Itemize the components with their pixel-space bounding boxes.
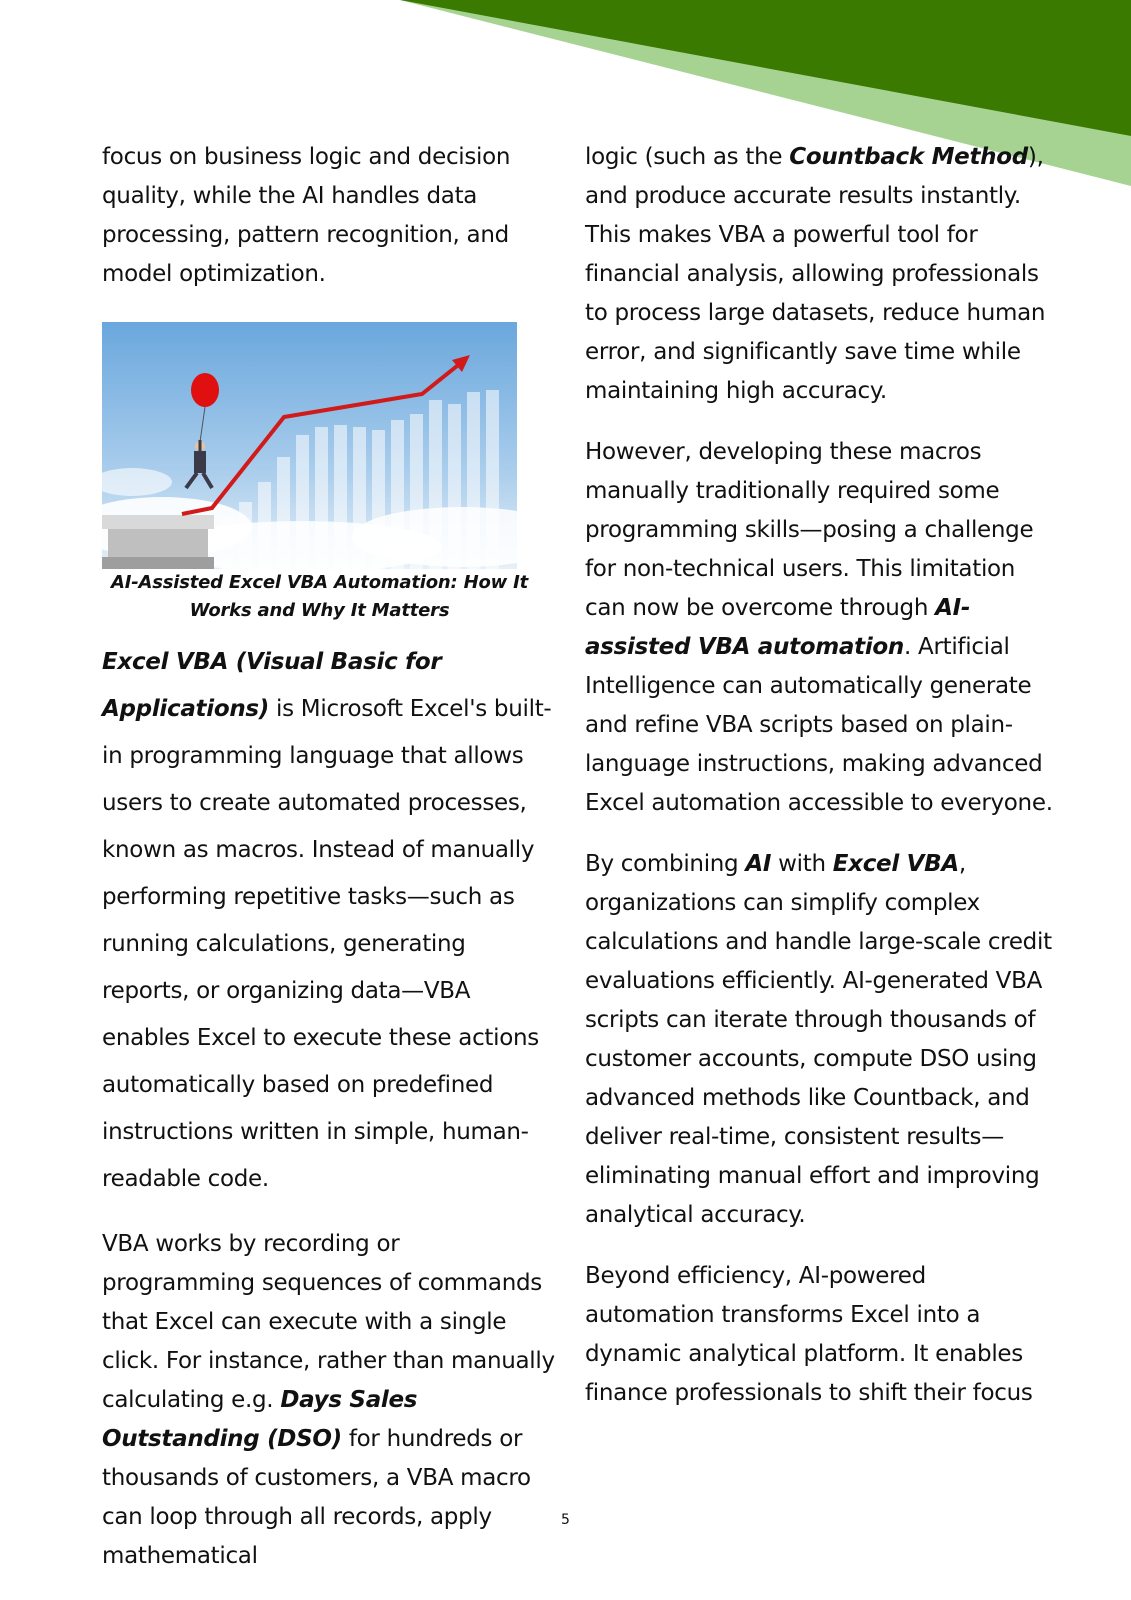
- paragraph-combining-start: By combining: [585, 851, 746, 877]
- term-countback-method: Countback Method: [789, 144, 1028, 170]
- paragraph-countback-rest: ), and produce accurate results instantly. This makes VBA a powerful tool for financial analysis, allowing professionals to process large datasets, reduce human error, and significantly save time while maintaining high accuracy.: [585, 144, 1046, 404]
- right-column: [585, 138, 1055, 1413]
- growth-chart-illustration: [102, 322, 517, 569]
- paragraph-countback-start: logic (such as the: [585, 144, 790, 170]
- paragraph-how-vba-works-start: VBA works by recording or programming sequences of commands that Excel can execute with a single click. For instance, rather than manually calculating e.g.: [102, 1231, 555, 1413]
- image-caption: AI-Assisted Excel VBA Automation: How It Works and Why It Matters: [110, 572, 529, 621]
- term-ai: AI: [745, 851, 772, 877]
- paragraph-ai-assisted: [585, 433, 1055, 823]
- paragraph-combining-rest: , organizations can simplify complex calculations and handle large-scale credit evaluations efficiently. AI-generated VBA scripts can iterate through thousands of customer accounts, compute DSO using advanced methods like Countback, and deliver real-time, consistent results—eliminating manual effort and improving analytical accuracy.: [585, 851, 1052, 1228]
- paragraph-combining-mid: with: [771, 851, 833, 877]
- paragraph-vba-definition: [102, 639, 557, 1203]
- paragraph-how-vba-works-rest: for hundreds or thousands of customers, a VBA macro can loop through all records, apply mathematical: [102, 1426, 531, 1569]
- paragraph-ai-assisted-start: However, developing these macros manually traditionally required some programming skills—posing a challenge for non-technical users. This limitation can now be overcome through: [585, 439, 1034, 621]
- page-number: 5: [561, 1512, 570, 1528]
- term-excel-vba-2: Excel VBA: [832, 851, 959, 877]
- paragraph-ai-assisted-rest: . Artificial Intelligence can automatically generate and refine VBA scripts based on plain-language instructions, making advanced Excel automation accessible to everyone.: [585, 634, 1053, 816]
- paragraph-beyond-efficiency: Beyond efficiency, AI-powered automation transforms Excel into a dynamic analytical platform. It enables finance professionals to shift their focus: [585, 1263, 1033, 1406]
- paragraph-intro-continued: focus on business logic and decision quality, while the AI handles data processing, pattern recognition, and model optimization.: [102, 144, 511, 287]
- left-column: [102, 138, 557, 1576]
- paragraph-vba-definition-text: is Microsoft Excel's built-in programming language that allows users to create automated processes, known as macros. Instead of manually performing repetitive tasks—such as running calculations, generating reports, or organizing data—VBA enables Excel to execute these actions automatically based on predefined instructions written in simple, human-readable code.: [102, 696, 552, 1192]
- paragraph-countback: [585, 138, 1055, 411]
- paragraph-combining: [585, 845, 1055, 1235]
- term-excel-vba: Excel VBA (Visual Basic for Applications): [102, 649, 442, 722]
- term-ai-assisted-vba: AI-assisted VBA automation: [585, 595, 971, 660]
- term-dso: Days Sales Outstanding (DSO): [102, 1387, 418, 1452]
